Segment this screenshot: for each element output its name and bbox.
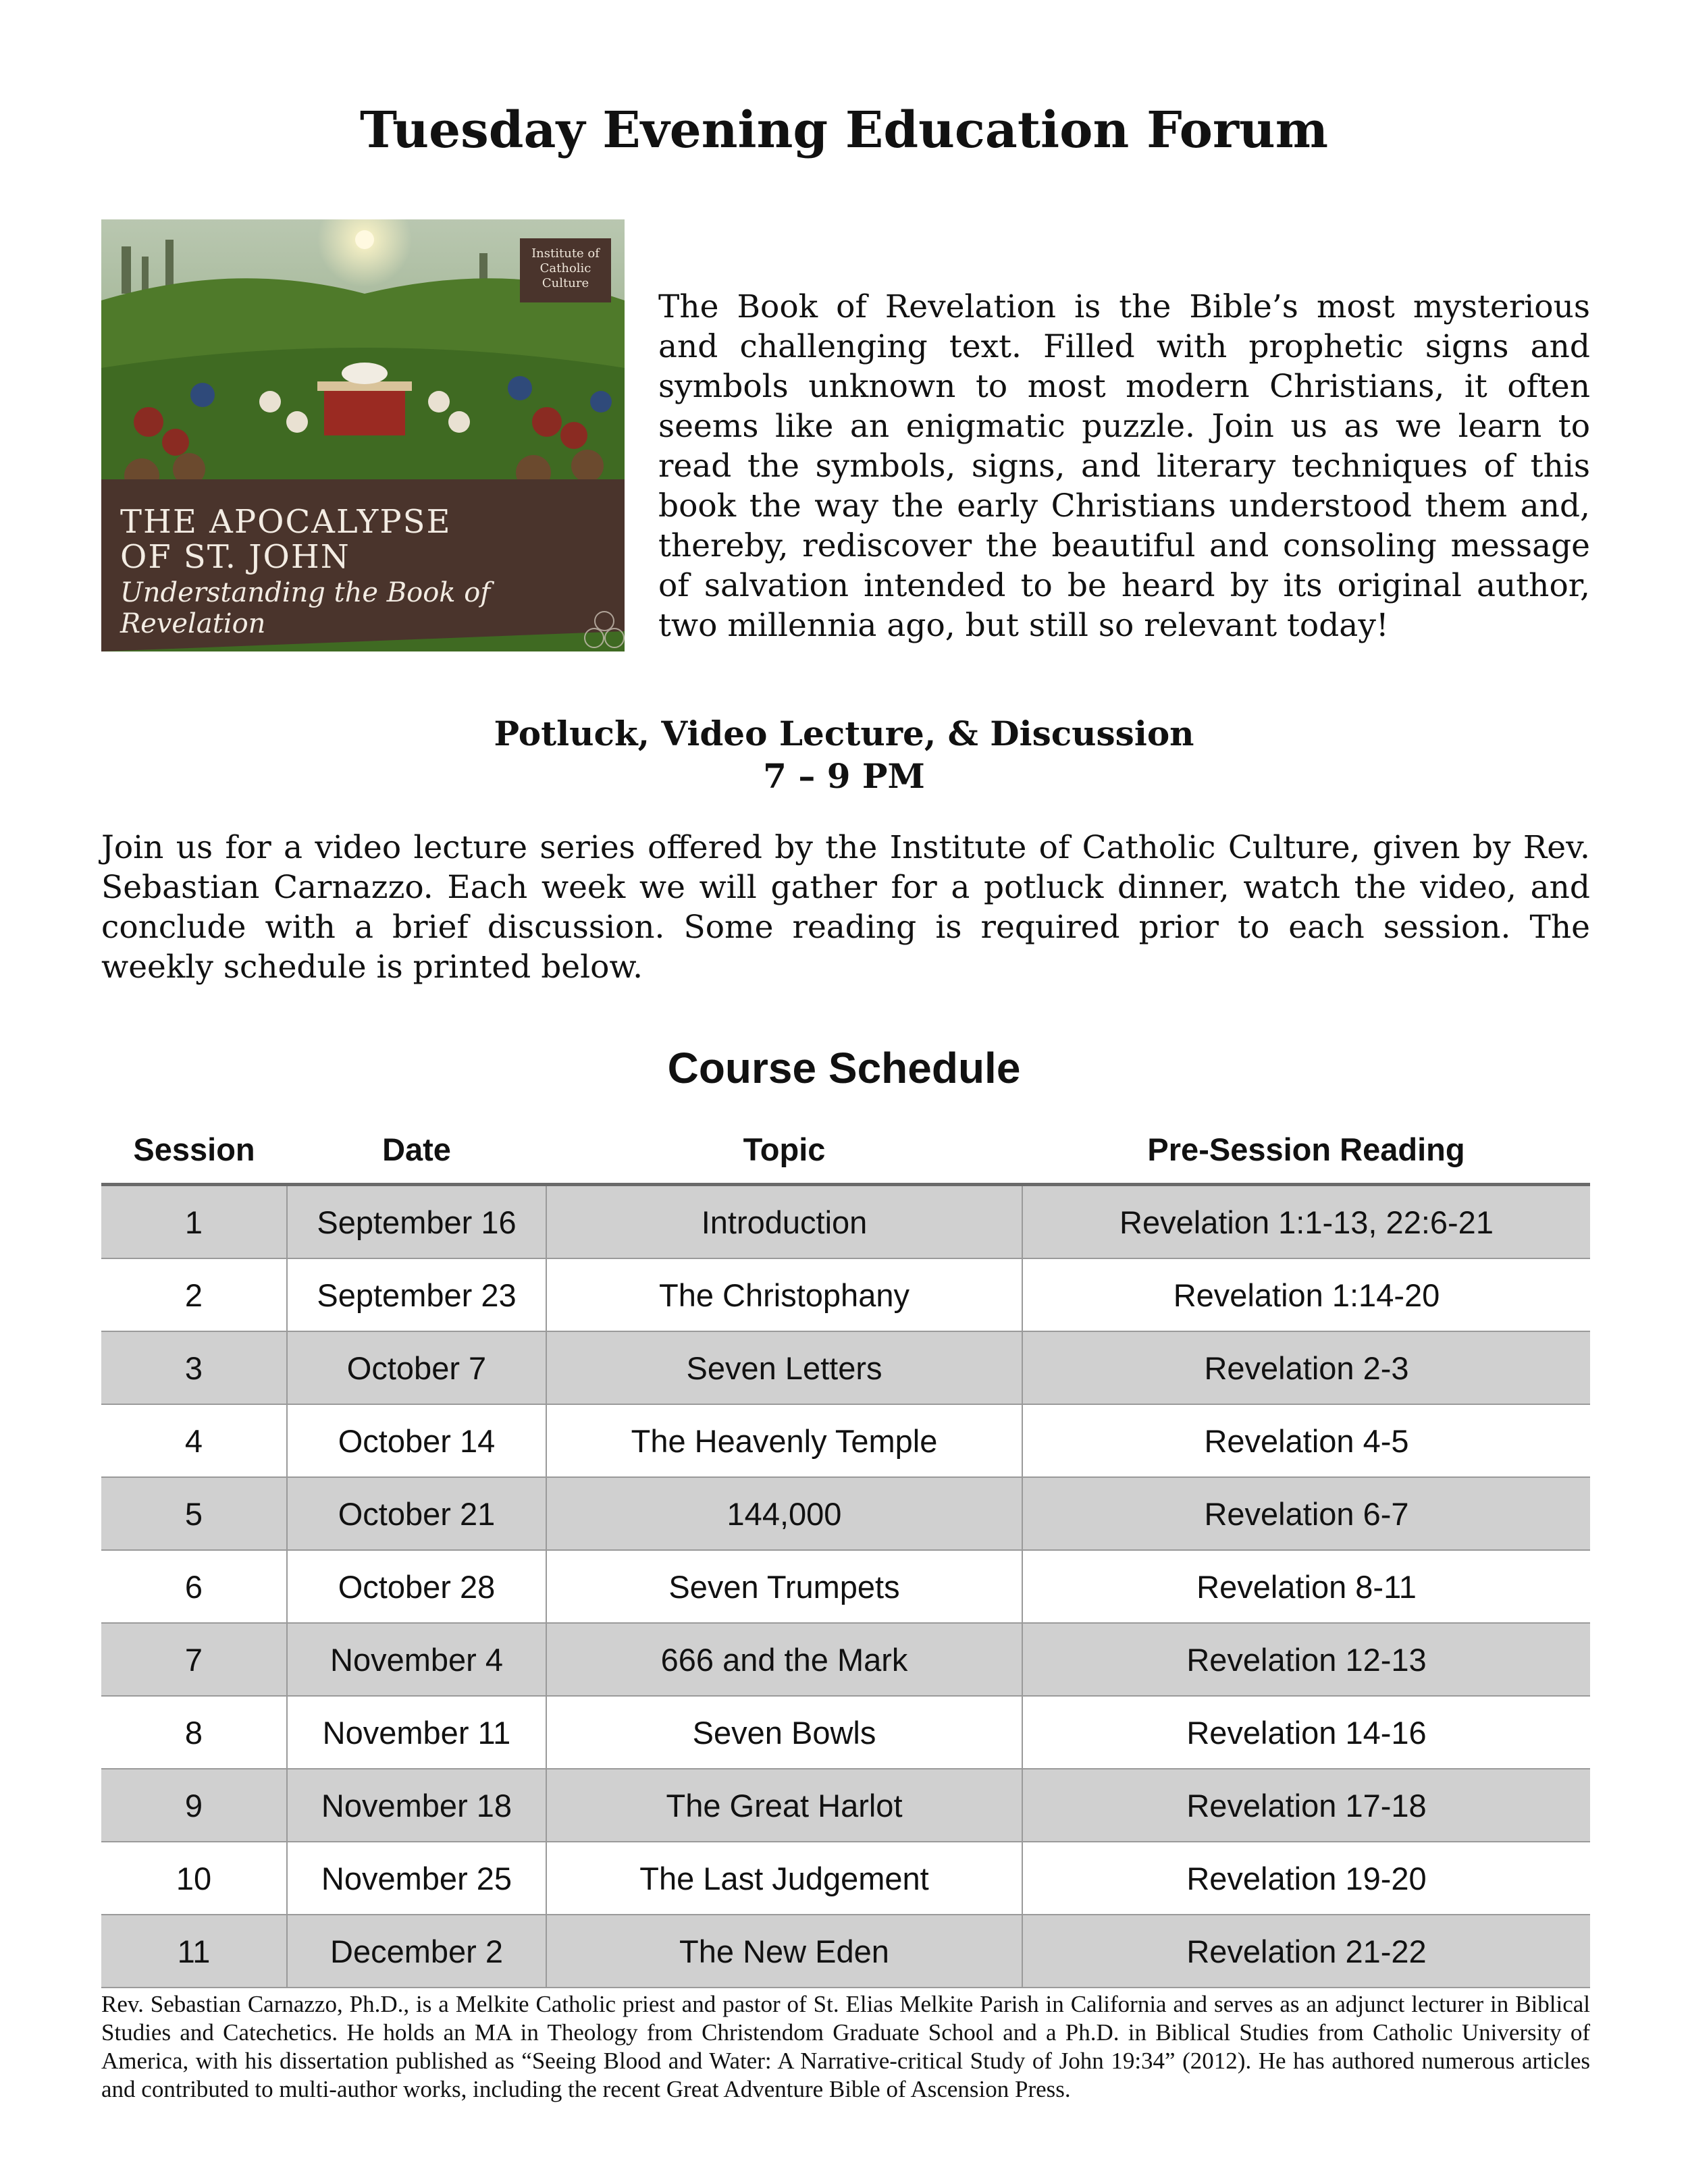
session-cell: 1: [101, 1185, 287, 1259]
column-header-session: Session: [101, 1115, 287, 1185]
session-cell: 5: [101, 1477, 287, 1550]
topic-cell: The Last Judgement: [546, 1842, 1022, 1915]
date-cell: November 18: [287, 1769, 546, 1842]
course-schedule-table: [101, 1115, 1590, 1988]
intro-paragraph: The Book of Revelation is the Bible’s most mysterious and challenging text. Filled with prophetic signs and symbols unknown to most modern Christians, it often seems like an enigmatic puzzle. Join us as we learn to read the symbols, signs, and literary techniques of this book the way the early Christians understood them and, thereby, rediscover the beautiful and consoling message of salvation intended to be heard by its original author, two millennia ago, but still so relevant today!: [658, 288, 1590, 644]
topic-cell: The Great Harlot: [546, 1769, 1022, 1842]
table-row: [101, 1623, 1590, 1696]
poster-subtitle: Understanding the Book of Revelation: [120, 577, 491, 639]
badge-line: Catholic: [539, 261, 591, 275]
potluck-heading: Potluck, Video Lecture, & Discussion: [494, 714, 1194, 753]
schedule-body: [101, 1185, 1590, 1988]
session-cell: 2: [101, 1258, 287, 1331]
join-paragraph: Join us for a video lecture series offered by the Institute of Catholic Culture, given by Rev. Sebastian Carnazzo. Each week we will gather for a potluck dinner, watch the video, and conclude with a brief discussion. Some reading is required prior to each session. The weekly schedule is printed below.: [101, 829, 1590, 986]
table-row: [101, 1185, 1590, 1259]
date-cell: November 4: [287, 1623, 546, 1696]
topic-cell: Introduction: [546, 1185, 1022, 1259]
date-cell: November 25: [287, 1842, 546, 1915]
poster-title-line2: OF ST. JOHN: [120, 538, 350, 576]
session-cell: 10: [101, 1842, 287, 1915]
column-header-topic: Topic: [546, 1115, 1022, 1185]
session-cell: 7: [101, 1623, 287, 1696]
table-row: [101, 1915, 1590, 1988]
table-header-row: [101, 1115, 1590, 1185]
table-row: [101, 1477, 1590, 1550]
date-cell: October 21: [287, 1477, 546, 1550]
topic-cell: 666 and the Mark: [546, 1623, 1022, 1696]
reading-cell: Revelation 2-3: [1022, 1331, 1590, 1404]
badge-line: Culture: [542, 276, 589, 290]
date-cell: October 28: [287, 1550, 546, 1623]
session-cell: 11: [101, 1915, 287, 1988]
date-cell: November 11: [287, 1696, 546, 1769]
topic-cell: Seven Bowls: [546, 1696, 1022, 1769]
reading-cell: Revelation 21-22: [1022, 1915, 1590, 1988]
table-row: [101, 1550, 1590, 1623]
reading-cell: Revelation 4-5: [1022, 1404, 1590, 1477]
reading-cell: Revelation 1:1-13, 22:6-21: [1022, 1185, 1590, 1259]
course-poster-image: [101, 219, 625, 651]
reading-cell: Revelation 1:14-20: [1022, 1258, 1590, 1331]
speaker-bio: Rev. Sebastian Carnazzo, Ph.D., is a Melkite Catholic priest and pastor of St. Elias Melkite Parish in California and serves as an adjunct lecturer in Biblical Studies and Catechetics. He holds an MA in Theology from Christendom Graduate School and a Ph.D. in Biblical Studies from Catholic University of America, with his dissertation published as “Seeing Blood and Water: A Narrative-critical Study of John 19:34” (2012). He has authored numerous articles and contributed to multi-author works, including the recent Great Adventure Bible of Ascension Press.: [101, 1991, 1590, 2102]
session-cell: 6: [101, 1550, 287, 1623]
date-cell: December 2: [287, 1915, 546, 1988]
poster-title-line1: THE APOCALYPSE: [120, 503, 452, 541]
institute-logo-badge: [520, 238, 611, 302]
table-row: [101, 1696, 1590, 1769]
potluck-time: 7 – 9 PM: [763, 756, 925, 796]
reading-cell: Revelation 8-11: [1022, 1550, 1590, 1623]
column-header-date: Date: [287, 1115, 546, 1185]
session-cell: 3: [101, 1331, 287, 1404]
topic-cell: Seven Letters: [546, 1331, 1022, 1404]
topic-cell: The Christophany: [546, 1258, 1022, 1331]
topic-cell: The Heavenly Temple: [546, 1404, 1022, 1477]
reading-cell: Revelation 12-13: [1022, 1623, 1590, 1696]
badge-line: Institute of: [531, 246, 600, 261]
schedule-title: Course Schedule: [667, 1044, 1021, 1092]
date-cell: September 16: [287, 1185, 546, 1259]
table-row: [101, 1331, 1590, 1404]
date-cell: September 23: [287, 1258, 546, 1331]
table-row: [101, 1842, 1590, 1915]
reading-cell: Revelation 6-7: [1022, 1477, 1590, 1550]
table-row: [101, 1404, 1590, 1477]
reading-cell: Revelation 17-18: [1022, 1769, 1590, 1842]
reading-cell: Revelation 19-20: [1022, 1842, 1590, 1915]
topic-cell: 144,000: [546, 1477, 1022, 1550]
date-cell: October 7: [287, 1331, 546, 1404]
session-cell: 8: [101, 1696, 287, 1769]
page-title: Tuesday Evening Education Forum: [359, 101, 1329, 159]
reading-cell: Revelation 14-16: [1022, 1696, 1590, 1769]
topic-cell: The New Eden: [546, 1915, 1022, 1988]
column-header-reading: Pre-Session Reading: [1022, 1115, 1590, 1185]
table-row: [101, 1258, 1590, 1331]
topic-cell: Seven Trumpets: [546, 1550, 1022, 1623]
session-cell: 4: [101, 1404, 287, 1477]
table-row: [101, 1769, 1590, 1842]
date-cell: October 14: [287, 1404, 546, 1477]
session-cell: 9: [101, 1769, 287, 1842]
